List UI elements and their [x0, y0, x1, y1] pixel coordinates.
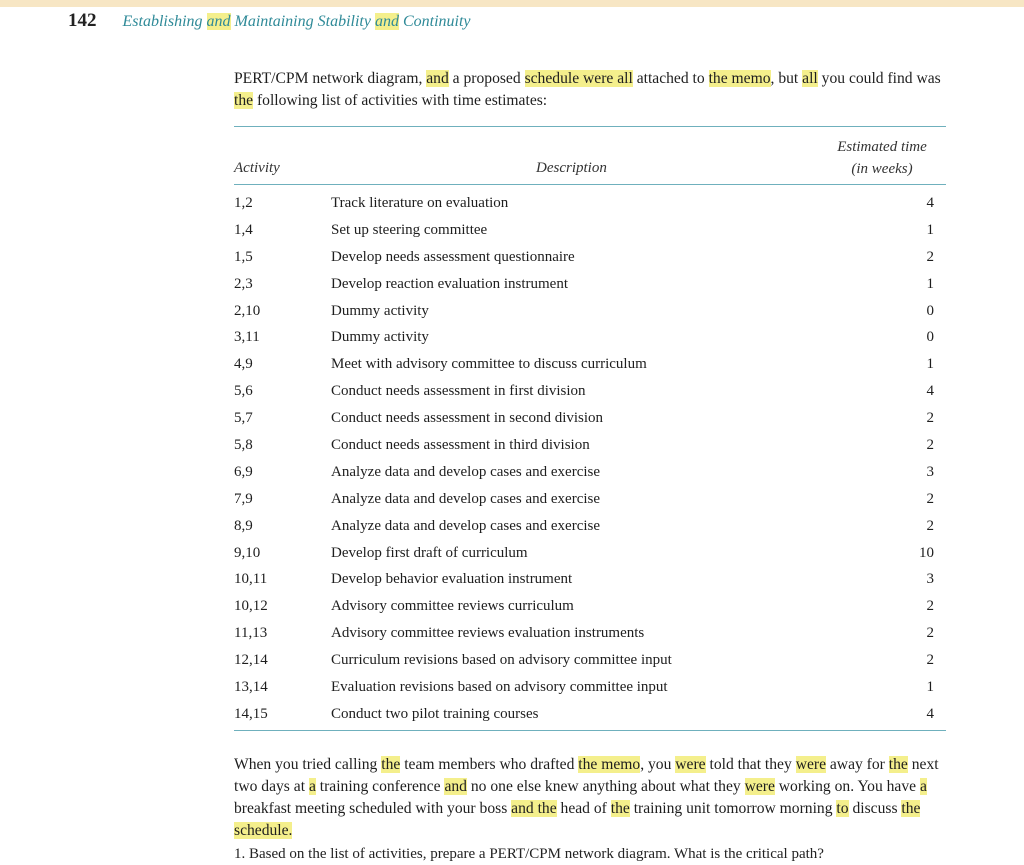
table-row: 2,3 Develop reaction evaluation instrument 1: [234, 275, 934, 292]
table-row: 3,11 Dummy activity 0: [234, 329, 934, 346]
running-header: [68, 10, 471, 36]
table-row: 4,9 Meet with advisory committee to discuss curriculum 1: [234, 356, 934, 373]
table-row: 10,11 Develop behavior evaluation instrument 3: [234, 571, 934, 588]
column-header-activity: Activity: [234, 160, 280, 176]
top-edge-bar: [0, 0, 1024, 7]
page-number: 142: [68, 10, 97, 31]
table-row: 5,6 Conduct needs assessment in first division 4: [234, 383, 934, 400]
table-row: 1,2 Track literature on evaluation 4: [234, 195, 934, 211]
column-header-description: Description: [536, 160, 607, 176]
table-row: 1,4 Set up steering committee 1: [234, 221, 934, 238]
table-row: 12,14 Curriculum revisions based on advisory committee input 2: [234, 652, 934, 669]
running-title: Establishing and Maintaining Stability and Continuity: [122, 13, 471, 30]
table-header-rule: [234, 184, 946, 185]
table-row: 7,9 Analyze data and develop cases and exercise 2: [234, 490, 934, 507]
table-bottom-rule: [234, 730, 946, 731]
activity-table-body: [234, 190, 946, 728]
question-1-partial: 1. Based on the list of activities, prepare a PERT/CPM network diagram. What is the critical path?: [234, 846, 824, 862]
table-row: 5,7 Conduct needs assessment in second division 2: [234, 410, 934, 427]
table-row: 8,9 Analyze data and develop cases and exercise 2: [234, 517, 934, 534]
table-row: 2,10 Dummy activity 0: [234, 302, 934, 319]
table-row: 1,5 Develop needs assessment questionnaire 2: [234, 248, 934, 265]
table-row: 5,8 Conduct needs assessment in third division 2: [234, 437, 934, 454]
closing-paragraph: When you tried calling the team members who drafted the memo, you were told that they were away for the next two days at a training conference and no one else knew anything about what they were working on. You have a breakfast meeting scheduled with your boss and the head of the training unit tomorrow morning to discuss the schedule.: [234, 756, 939, 839]
table-row: 9,10 Develop first draft of curriculum 10: [234, 544, 934, 561]
table-top-rule: [234, 126, 946, 127]
intro-paragraph: PERT/CPM network diagram, and a proposed schedule were all attached to the memo, but all you could find was the following list of activities with time estimates:: [234, 70, 941, 109]
table-row: 10,12 Advisory committee reviews curriculum 2: [234, 598, 934, 615]
table-row: 14,15 Conduct two pilot training courses 4: [234, 705, 934, 722]
table-row: 11,13 Advisory committee reviews evaluation instruments 2: [234, 625, 934, 642]
column-header-time: Estimated time (in weeks): [837, 139, 927, 177]
table-row: 13,14 Evaluation revisions based on advisory committee input 1: [234, 679, 934, 696]
table-row: 6,9 Analyze data and develop cases and exercise 3: [234, 463, 934, 480]
